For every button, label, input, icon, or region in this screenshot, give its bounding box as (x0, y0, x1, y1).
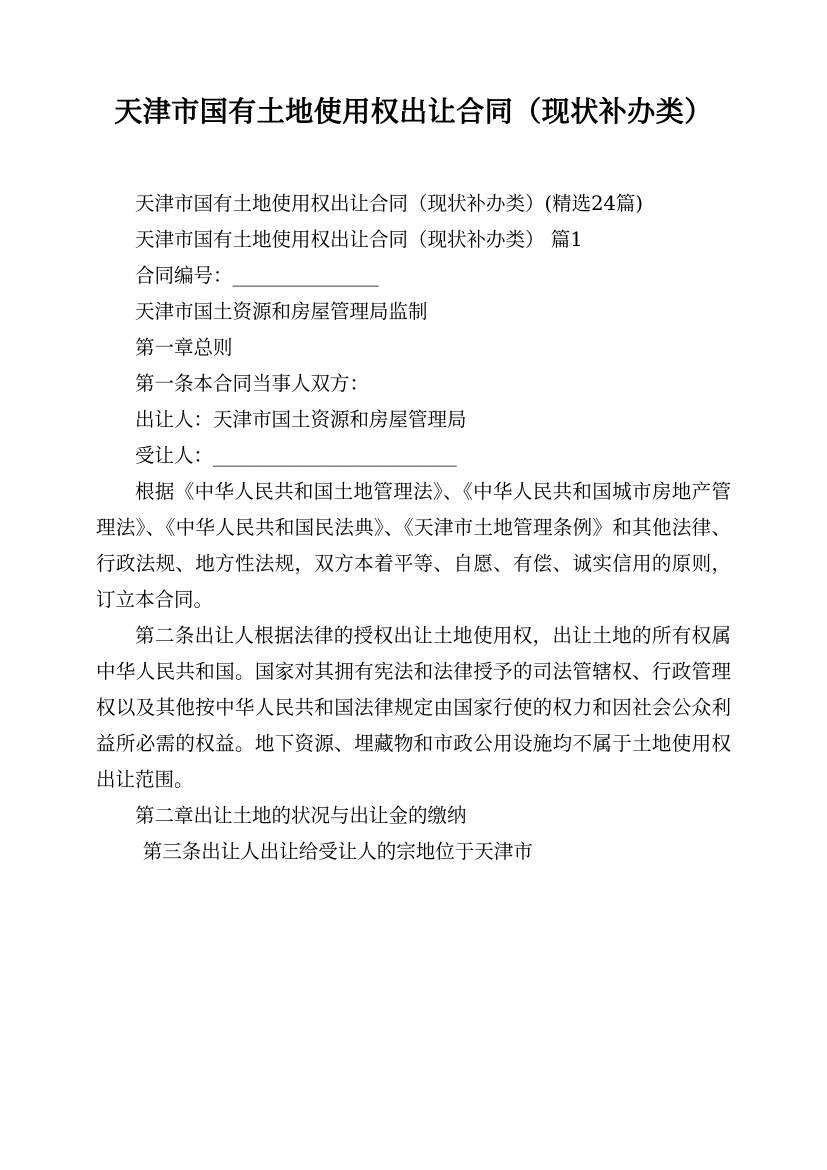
paragraph: 第三条出让人出让给受让人的宗地位于天津市 (142, 840, 533, 863)
paragraph: 出让人：天津市国土资源和房屋管理局 (135, 408, 467, 431)
page-title: 天津市国有土地使用权出让合同（现状补办类） (114, 95, 713, 128)
document-body (96, 186, 731, 870)
paragraph: 第二章出让土地的状况与出让金的缴纳 (135, 804, 467, 827)
paragraph: 天津市国有土地使用权出让合同（现状补办类） 篇1 (135, 228, 583, 251)
paragraph: 第一章总则 (135, 336, 233, 359)
paragraph: 受让人：_________________________ (135, 444, 457, 467)
paragraph: 第二条出让人根据法律的授权出让土地使用权，出让土地的所有权属中华人民共和国。国家对其拥有宪法和法律授予的司法管辖权、行政管理权以及其他按中华人民共和国法律规定由国家行使的权力和因社会公众利益所必需的权益。地下资源、埋藏物和市政公用设施均不属于土地使用权出让范围。 (96, 624, 731, 791)
paragraph: 第一条本合同当事人双方： (135, 372, 370, 395)
paragraph: 天津市国土资源和房屋管理局监制 (135, 300, 428, 323)
paragraph: 根据《中华人民共和国土地管理法》、《中华人民共和国城市房地产管理法》、《中华人民共和国民法典》、《天津市土地管理条例》和其他法律、行政法规、地方性法规，双方本着平等、自愿、有偿、诚实信用的原则，订立本合同。 (96, 480, 731, 611)
paragraph: 天津市国有土地使用权出让合同（现状补办类）(精选24篇) (135, 192, 644, 215)
paragraph: 合同编号：_______________ (135, 264, 379, 287)
